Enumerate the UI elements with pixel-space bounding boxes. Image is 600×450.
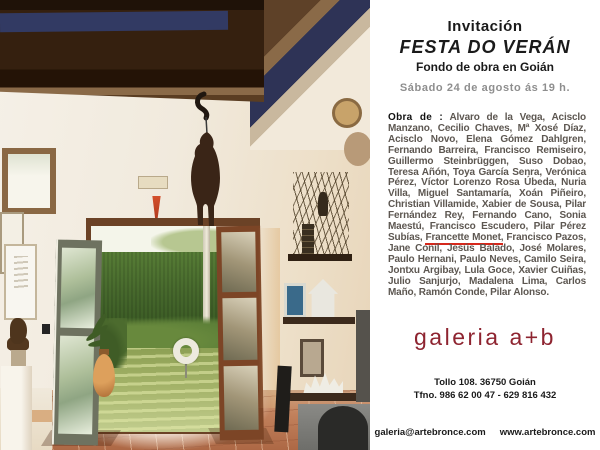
gallery-email: galeria@artebronce.com (374, 427, 486, 438)
artist-list-label: Obra de : (388, 112, 444, 123)
artist-names-part2: Francisco Pazos, Jane Conil, Jesús Balado, José Molares, Paulo Hernani, Paulo Neves, Camilo Seira, Jontxu Argibay, Lula Goce, Xavier Cuiñas, Julio Sanjurjo, Madalena Lima, Carlos Maño, Ramón Conde, Pilar Alonso. (388, 231, 586, 298)
framed-drawing (4, 244, 37, 320)
wall-plaque (138, 176, 168, 189)
gallery-address-block (370, 376, 600, 402)
left-wall-window (2, 148, 56, 214)
invitation-label: Invitación (447, 18, 523, 35)
gallery-phone: Tfno. 986 62 00 47 - 629 816 432 (413, 390, 557, 401)
hanging-cable (206, 117, 207, 134)
header-block (370, 18, 600, 74)
white-ring-sculpture (173, 338, 199, 364)
door-glass-pane (60, 248, 96, 329)
angled-ceiling (250, 0, 370, 150)
hanging-bronze-figure (180, 90, 236, 230)
wall-shelf (285, 393, 360, 401)
small-bronze-figure (318, 192, 328, 216)
invitation-text-panel (370, 0, 600, 450)
sculpture-stand (185, 362, 187, 378)
figure-silhouette (191, 132, 220, 226)
gallery-website: www.artebronce.com (499, 427, 596, 438)
event-date: Sábado 24 de agosto ás 19 h. (399, 82, 571, 94)
contact-row (370, 427, 600, 438)
wooden-ceiling-beam (0, 0, 264, 102)
artist-list (388, 113, 586, 298)
white-pedestal (1, 366, 32, 450)
drawing-sketch (14, 256, 28, 290)
door-glass-pane (222, 298, 257, 361)
door-glass-pane (58, 336, 94, 435)
light-switch (42, 324, 50, 334)
bust-base (11, 350, 26, 367)
gallery-name: galeria a+b (414, 324, 556, 350)
door-glass-pane (221, 232, 256, 293)
framed-photo (300, 339, 324, 377)
ladder-sculpture (302, 224, 314, 256)
window-glass (8, 154, 50, 176)
blue-framed-picture (284, 283, 306, 318)
shelf-side-panel (356, 310, 370, 402)
blue-beam-stripe (0, 11, 228, 32)
door-glass-pane (224, 366, 259, 431)
wall-shelf (283, 317, 355, 324)
dark-round-sculpture (318, 406, 368, 450)
ceramic-plate (332, 98, 362, 128)
terracotta-jar (93, 354, 115, 397)
event-subtitle: Fondo de obra en Goián (416, 60, 554, 74)
artist-names-part1: Alvaro de la Vega, Acisclo Manzano, Cecilio Chaves, Mª Xosé Díaz, Acisclo Novo, Elena Gómez Dahlgren, Fernando Barreira, Francisco Remiseiro, Guillermo Steinbrüggen, Suso Dobao, Teresa Añón, Toya García Senra, Verónica Pérez, Víctor Lorenzo Rosa Úbeda, Nuria Villa, Miguel Santamaría, Xoán Piñeiro, Christian Villamide, Xabier de Sousa, Pilar Fernández Rey, Fernando Cano, Sonia Maestú, Francisco Escudero, Pilar Pérez Subías, (388, 112, 586, 243)
gallery-address: Tollo 108. 36750 Goián (434, 377, 536, 388)
open-door-right (216, 226, 264, 441)
event-title: FESTA DO VERÁN (399, 37, 571, 57)
wall-shelf (288, 254, 352, 261)
ceramic-plate (344, 132, 370, 166)
hook-icon (197, 94, 206, 118)
underlined-artist-name: Francette Monet, (425, 231, 504, 243)
